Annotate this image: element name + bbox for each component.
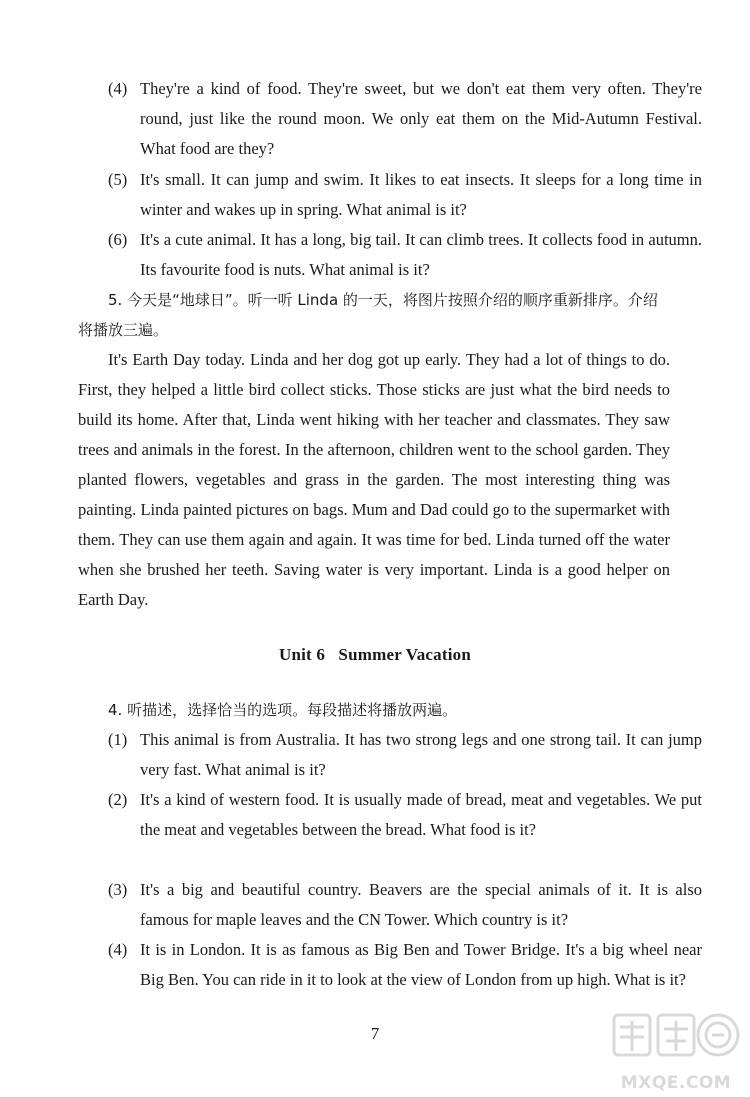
question-item [108, 785, 702, 845]
unit-title: Unit 6 Summer Vacation [279, 645, 471, 664]
item-text: It's a big and beautiful country. Beavers are the special animals of it. It is also famous for maple leaves and the CN Tower. Which country is it? [140, 880, 702, 929]
item-number: (2) [108, 790, 128, 809]
question-item [108, 935, 702, 995]
item-number: (4) [108, 940, 128, 959]
earth-day-passage: It's Earth Day today. Linda and her dog got up early. They had a lot of things to do. First, they helped a little bird collect sticks. Those sticks are just what the bird needs to build its home. After that, Linda went hiking with her teacher and classmates. They saw trees and animals in the forest. In the afternoon, children went to the school garden. They planted flowers, vegetables and grass in the garden. The most interesting thing was painting. Linda painted pictures on bags. Mum and Dad could go to the supermarket with them. They can use them again and again. It was time for bed. Linda turned off the water when she brushed her teeth. Saving water is very important. Linda is a good helper on Earth Day. [78, 350, 670, 609]
stamp-logo-icon [608, 1007, 744, 1071]
question-item [108, 725, 702, 785]
page-number: 7 [370, 1024, 380, 1043]
item-number: (1) [108, 730, 128, 749]
item-text: It is in London. It is as famous as Big Ben and Tower Bridge. It's a big wheel near Big Ben. You can ride in it to look at the view of London from up high. What is it? [140, 940, 702, 989]
question-item [108, 74, 702, 164]
item-number: (5) [108, 170, 128, 189]
item-number: (6) [108, 230, 128, 249]
item-number: (3) [108, 880, 128, 899]
watermark-text: MXQE.COM [620, 1073, 732, 1093]
question-item [108, 225, 702, 285]
watermark [608, 1007, 744, 1093]
item-text: They're a kind of food. They're sweet, but we don't eat them very often. They're round, just like the round moon. We only eat them on the Mid-Autumn Festival. What food are they? [140, 79, 702, 158]
item-text: This animal is from Australia. It has two strong legs and one strong tail. It can jump very fast. What animal is it? [140, 730, 702, 779]
question-item [108, 875, 702, 935]
item-number: (4) [108, 79, 128, 98]
question-5-instruction: 5. 今天是“地球日”。听一听 Linda 的一天，将图片按照介绍的顺序重新排序。介绍将播放三遍。 [78, 291, 658, 339]
item-text: It's small. It can jump and swim. It likes to eat insects. It sleeps for a long time in winter and wakes up in spring. What animal is it? [140, 170, 702, 219]
item-text: It's a cute animal. It has a long, big tail. It can climb trees. It collects food in autumn. Its favourite food is nuts. What animal is it? [140, 230, 702, 279]
question-item [108, 165, 702, 225]
item-text: It's a kind of western food. It is usually made of bread, meat and vegetables. We put the meat and vegetables between the bread. What food is it? [140, 790, 702, 839]
question-4-instruction: 4. 听描述，选择恰当的选项。每段描述将播放两遍。 [108, 701, 458, 719]
